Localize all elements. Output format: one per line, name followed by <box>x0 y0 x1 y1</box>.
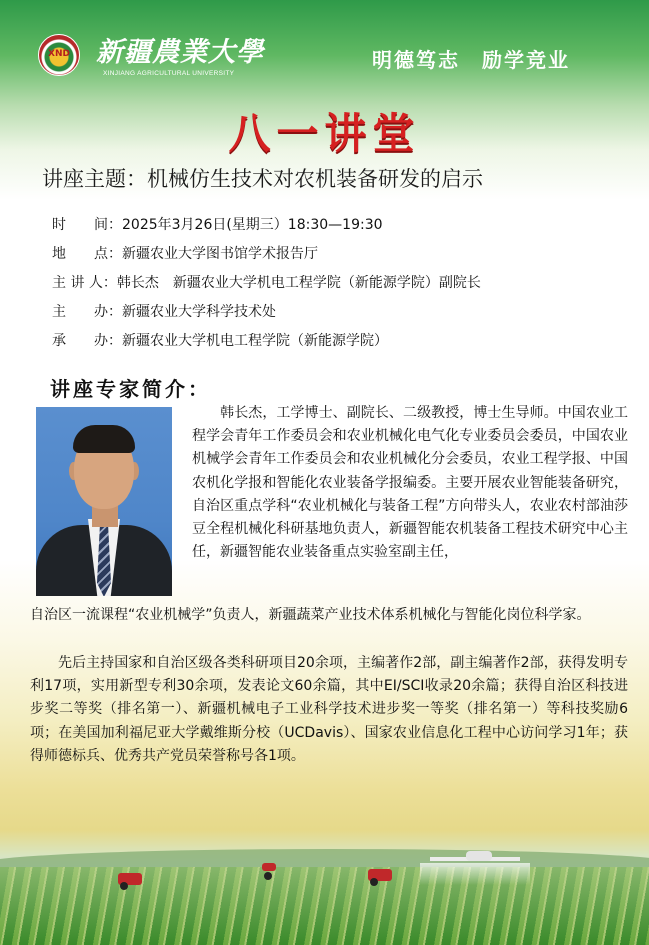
host-label: 主 办： <box>52 304 122 320</box>
bio-paragraph-1-continued: 自治区一流课程“农业机械学”负责人，新疆蔬菜产业技术体系机械化与智能化岗位科学家。 <box>30 607 591 623</box>
info-row-speaker <box>52 272 481 292</box>
university-motto: 明德笃志 励学竞业 <box>372 48 570 72</box>
host-value: 新疆农业大学科学技术处 <box>122 304 276 320</box>
info-row-place <box>52 243 318 263</box>
time-label: 时 间： <box>52 217 122 233</box>
tractor-icon <box>118 873 142 885</box>
place-value: 新疆农业大学图书馆学术报告厅 <box>122 246 318 262</box>
logo-text: XND <box>48 49 70 59</box>
farmland-scene <box>0 835 649 945</box>
bio-paragraph-1-side: 韩长杰，工学博士、副院长、二级教授，博士生导师。中国农业工程学会青年工作委员会和农业机械化电气化专业委员会委员，中国农业机械学会青年工作委员会和农业机械化分会委员，农业工程学报、中国农机化学报和智能化农业装备学报编委。主要开展农业智能装备研究，自治区重点学科“农业机械化与装备工程”方向带头人，农业农村部油莎豆全程机械化科研基地负责人，新疆智能农机装备工程技术研究中心主任，新疆智能农业装备重点实验室副主任， <box>192 405 628 561</box>
university-name: 新疆農業大學 <box>96 37 264 68</box>
speaker-value: 韩长杰 新疆农业大学机电工程学院（新能源学院）副院长 <box>116 275 481 291</box>
time-value: 2025年3月26日(星期三）18:30—19:30 <box>122 217 383 233</box>
info-row-time <box>52 214 383 234</box>
crop-duster-plane-icon <box>430 857 520 861</box>
info-row-host <box>52 301 276 321</box>
organizer-label: 承 办： <box>52 333 122 349</box>
place-label: 地 点： <box>52 246 122 262</box>
poster-title: 八一讲堂 <box>228 109 421 158</box>
speaker-photo <box>36 407 172 596</box>
info-row-organizer <box>52 330 388 350</box>
bio-paragraph-2: 先后主持国家和自治区级各类科研项目20余项，主编著作2部，副主编著作2部，获得发明专利17项，实用新型专利30余项，发表论文60余篇，其中EI/SCI收录20余篇；获得自治区科技进步奖二等奖（排名第一）、新疆机械电子工业科学技术进步奖一等奖（排名第一）等科技奖励6项；在美国加利福尼亚大学戴维斯分校（UCDavis）、国家农业信息化工程中心访问学习1年；获得师德标兵、优秀共产党员荣誉称号各1项。 <box>30 655 628 764</box>
tractor-icon <box>368 869 392 881</box>
university-logo <box>38 34 80 76</box>
lecture-subject: 讲座主题：机械仿生技术对农机装备研发的启示 <box>42 167 483 191</box>
university-name-en: XINJIANG AGRICULTURAL UNIVERSITY <box>103 70 235 77</box>
speaker-label: 主 讲 人： <box>52 275 117 291</box>
organizer-value: 新疆农业大学机电工程学院（新能源学院） <box>122 333 388 349</box>
tractor-icon <box>262 863 276 871</box>
expert-intro-heading: 讲座专家简介： <box>50 377 211 401</box>
